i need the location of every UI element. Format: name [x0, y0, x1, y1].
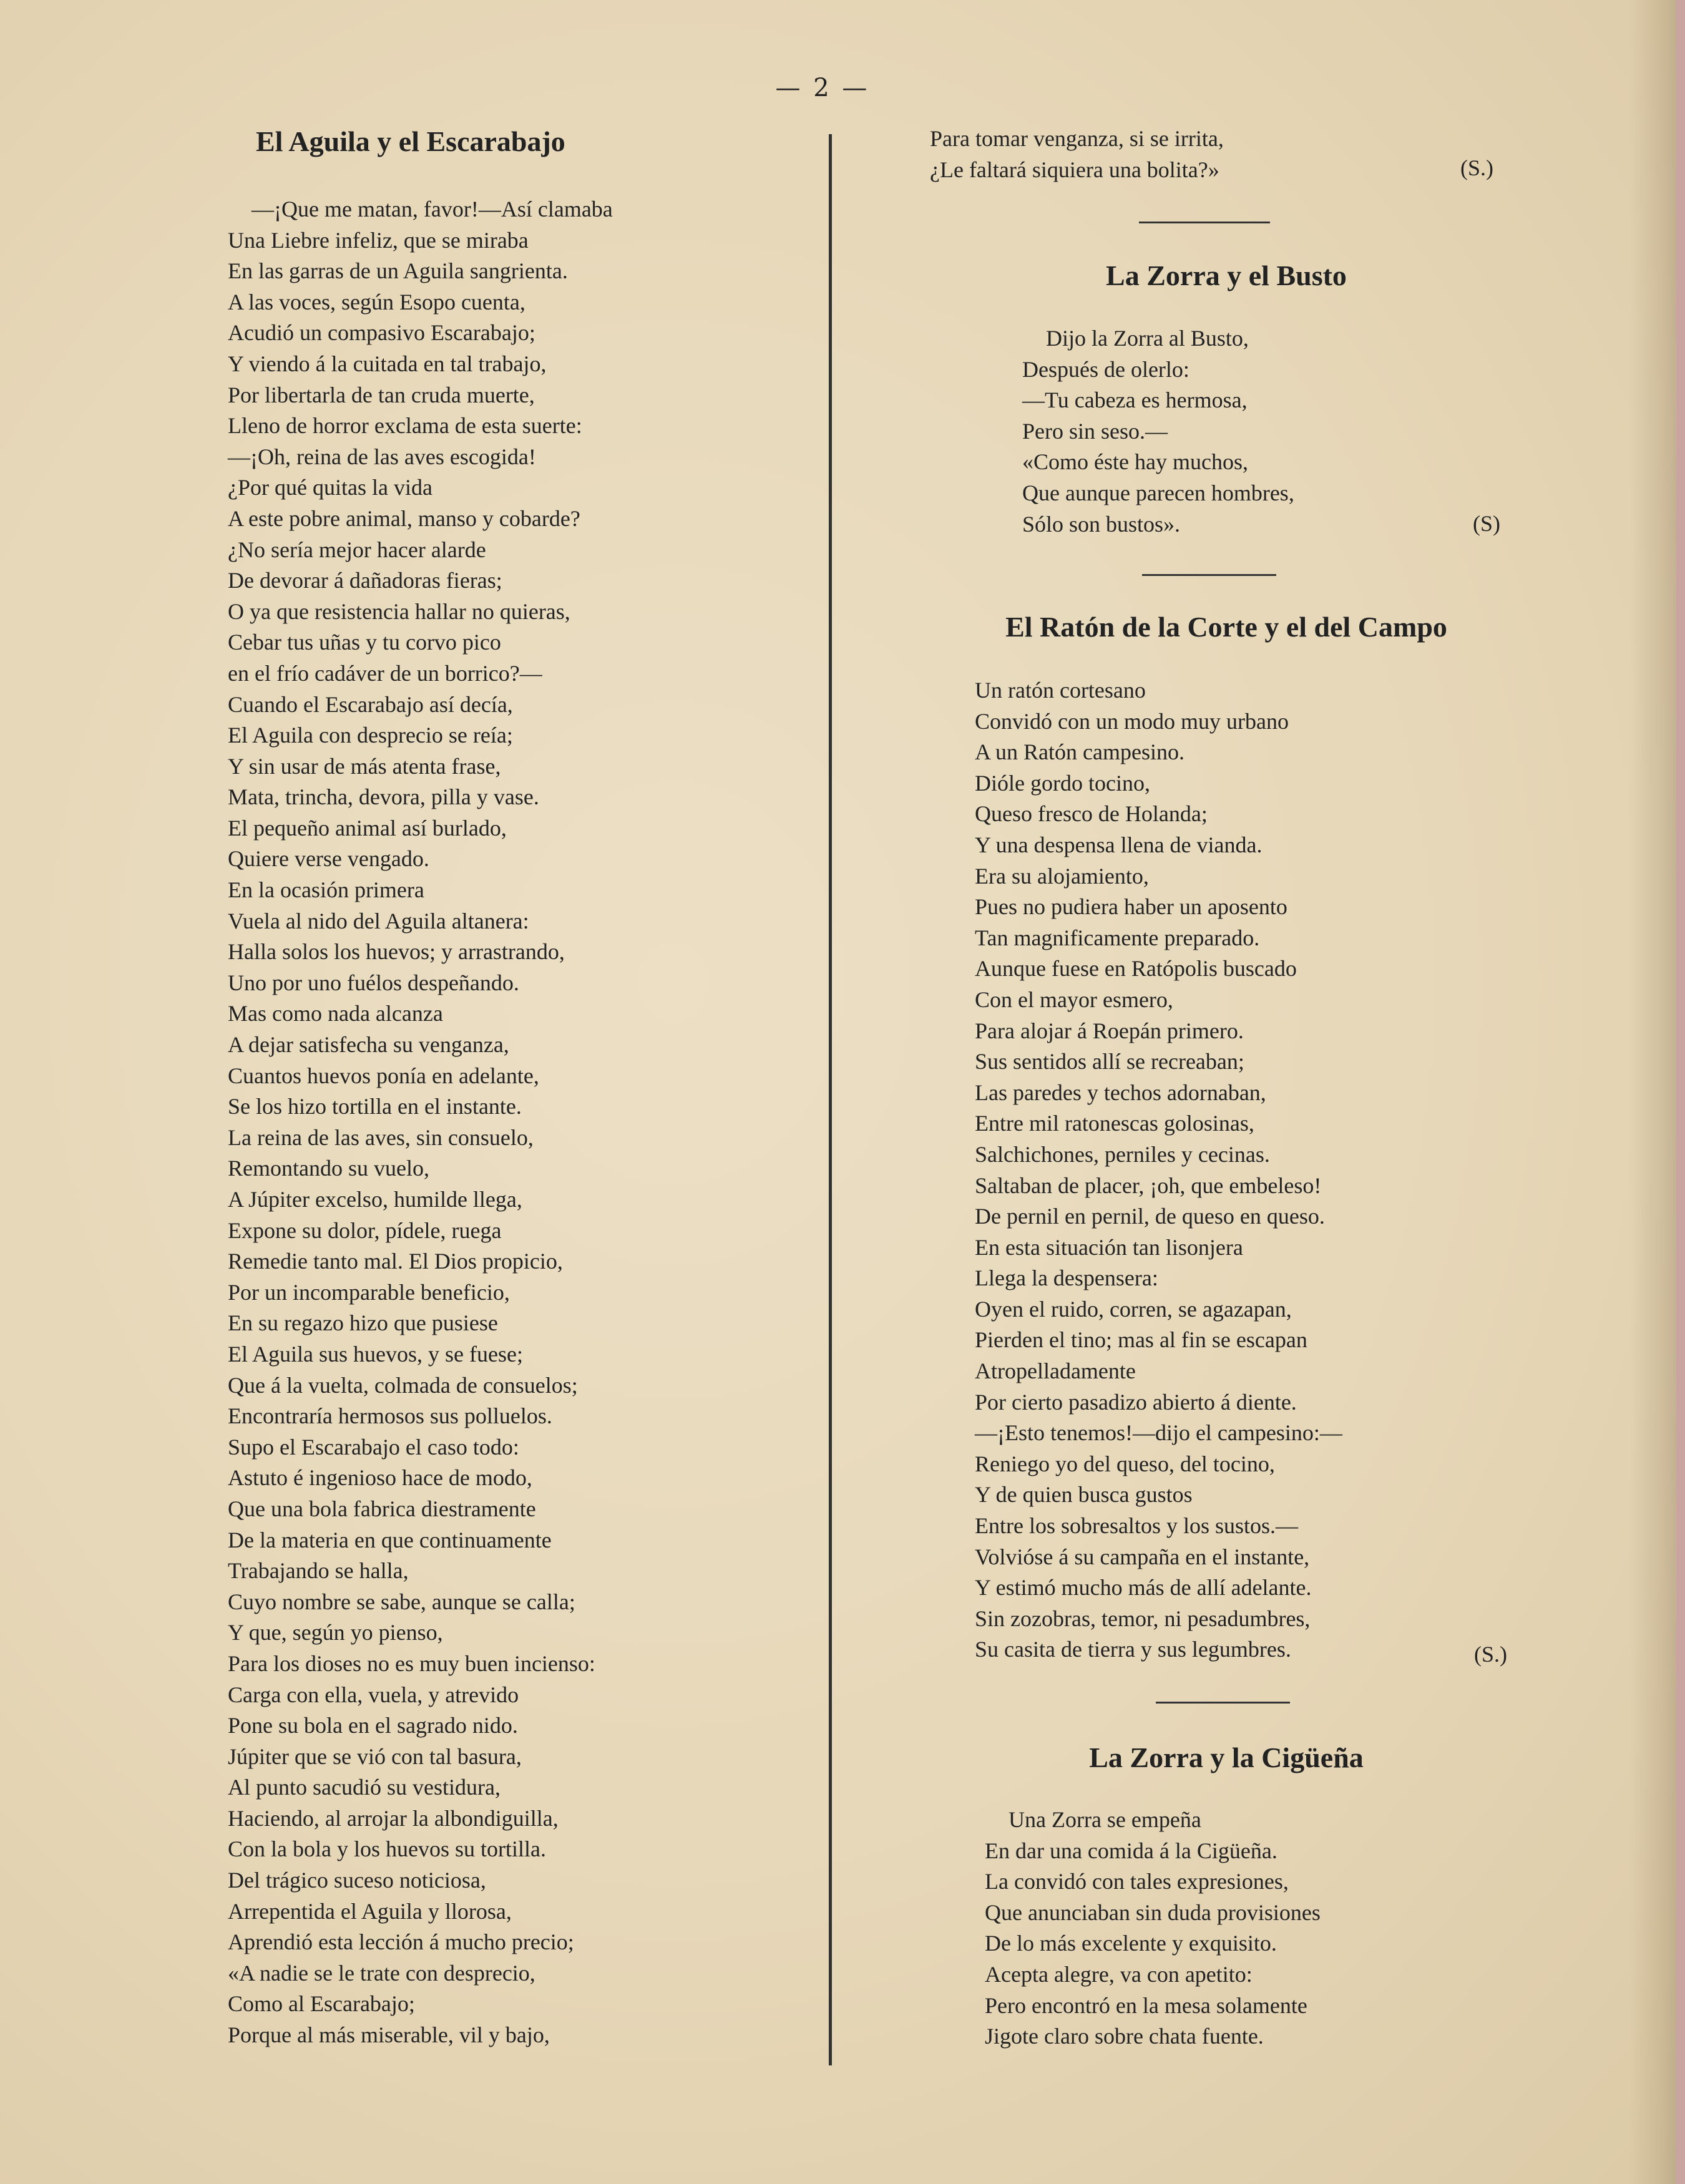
poem-line: Aunque fuese en Ratópolis buscado: [975, 956, 1297, 982]
poem-line: A las voces, según Esopo cuenta,: [228, 289, 525, 314]
fable-text-busto-wrap: [1022, 323, 1459, 540]
fable-text-ciguena: [985, 1805, 1484, 2052]
poem-line: Vuela al nido del Aguila altanera:: [228, 908, 529, 934]
poem-line: Remedie tanto mal. El Dios propicio,: [228, 1249, 563, 1274]
poem-line: Jigote claro sobre chata fuente.: [985, 2024, 1264, 2049]
poem-line: Mas como nada alcanza: [228, 1001, 443, 1026]
poem-line: Al punto sacudió su vestidura,: [228, 1775, 501, 1800]
poem-line: «A nadie se le trate con desprecio,: [228, 1960, 535, 1986]
poem-line: Remontando su vuelo,: [228, 1156, 429, 1181]
poem-line: Y viendo á la cuitada en tal trabajo,: [228, 351, 547, 376]
poem-line: Pero sin seso.—: [1022, 418, 1168, 444]
poem-line: —¡Oh, reina de las aves escogida!: [228, 444, 536, 469]
fable-title-busto: La Zorra y el Busto: [1106, 260, 1347, 291]
poem-line: Entre mil ratonescas golosinas,: [975, 1111, 1254, 1136]
poem-line: Pone su bola en el sagrado nido.: [228, 1713, 518, 1738]
signature-busto: (S): [1473, 511, 1500, 536]
poem-line: Cuantos huevos ponía en adelante,: [228, 1063, 539, 1088]
fable-title-raton: El Ratón de la Corte y el del Campo: [1005, 611, 1447, 643]
poem-line: Como al Escarabajo;: [228, 1991, 415, 2017]
poem-line: Sin zozobras, temor, ni pesadumbres,: [975, 1606, 1311, 1631]
poem-line: De devorar á dañadoras fieras;: [228, 568, 502, 593]
signature-continuation: (S.): [1460, 155, 1493, 180]
poem-line: Haciendo, al arrojar la albondiguilla,: [228, 1805, 559, 1831]
fable-text-busto: [1022, 323, 1459, 540]
poem-line: El pequeño animal así burlado,: [228, 815, 507, 841]
poem-line: Uno por uno fuélos despeñando.: [228, 970, 519, 995]
poem-line: Para tomar venganza, si se irrita,: [930, 126, 1224, 151]
poem-line: Pero encontró en la mesa solamente: [985, 1992, 1307, 2018]
poem-line: Con la bola y los huevos su tortilla.: [228, 1836, 546, 1862]
poem-line: Sólo son bustos».: [1022, 511, 1181, 537]
poem-line: En esta situación tan lisonjera: [975, 1234, 1243, 1260]
poem-line: En su regazo hizo que pusiese: [228, 1310, 498, 1336]
poem-line: Por cierto pasadizo abierto á diente.: [975, 1389, 1297, 1415]
poem-line: Saltaban de placer, ¡oh, que embeleso!: [975, 1172, 1322, 1198]
poem-line: Y una despensa llena de vianda.: [975, 832, 1263, 857]
poem-line: Reniego yo del queso, del tocino,: [975, 1451, 1275, 1476]
poem-line: —¡Esto tenemos!—dijo el campesino:—: [975, 1420, 1342, 1446]
fable-block-raton: [930, 610, 1523, 643]
poem-line: Trabajando se halla,: [228, 1558, 409, 1584]
poem-line: Y sin usar de más atenta frase,: [228, 753, 501, 779]
poem-line: Queso fresco de Holanda;: [975, 801, 1208, 827]
poem-line: ¿Por qué quitas la vida: [228, 475, 432, 500]
poem-line: Que á la vuelta, colmada de consuelos;: [228, 1372, 578, 1398]
poem-line: Por libertarla de tan cruda muerte,: [228, 382, 535, 407]
poem-line: El Aguila con desprecio se reía;: [228, 723, 513, 748]
poem-line: Llega la despensera:: [975, 1265, 1158, 1291]
fable-block-busto: [930, 259, 1523, 292]
poem-line: De lo más excelente y exquisito.: [985, 1931, 1277, 1956]
poem-line: Convidó con un modo muy urbano: [975, 708, 1289, 734]
right-column: [930, 124, 1523, 185]
poem-line: Encontraría hermosos sus polluelos.: [228, 1403, 552, 1429]
poem-line: Una Liebre infeliz, que se miraba: [228, 227, 529, 253]
poem-line: Astuto é ingenioso hace de modo,: [228, 1465, 532, 1491]
poem-line: Cebar tus uñas y tu corvo pico: [228, 630, 501, 655]
red-page-edge: [1676, 0, 1685, 2184]
poem-line: Entre los sobresaltos y los sustos.—: [975, 1513, 1298, 1539]
poem-line: En la ocasión primera: [228, 877, 424, 903]
poem-line: Acudió un compasivo Escarabajo;: [228, 320, 535, 346]
poem-line: De pernil en pernil, de queso en queso.: [975, 1204, 1325, 1229]
poem-line: A este pobre animal, manso y cobarde?: [228, 505, 580, 531]
poem-line: Pues no pudiera haber un aposento: [975, 894, 1287, 920]
separator-rule: [1139, 222, 1270, 223]
poem-line: A un Ratón campesino.: [975, 739, 1184, 765]
poem-line: Pierden el tino; mas al fin se escapan: [975, 1327, 1307, 1353]
poem-line: Cuyo nombre se sabe, aunque se calla;: [228, 1589, 575, 1614]
left-column: [228, 125, 789, 2051]
poem-line: Lleno de horror exclama de esta suerte:: [228, 413, 582, 439]
poem-line: «Como éste hay muchos,: [1022, 449, 1248, 475]
poem-line: Una Zorra se empeña: [1009, 1807, 1201, 1832]
poem-line: Supo el Escarabajo el caso todo:: [228, 1434, 519, 1460]
poem-line: Que anunciaban sin duda provisiones: [985, 1899, 1321, 1925]
poem-line: En dar una comida á la Cigüeña.: [985, 1838, 1277, 1863]
poem-line: Y que, según yo pienso,: [228, 1620, 443, 1645]
poem-line: Cuando el Escarabajo así decía,: [228, 691, 513, 717]
poem-line: De la materia en que continuamente: [228, 1527, 552, 1553]
poem-line: Era su alojamiento,: [975, 863, 1149, 889]
poem-line: Carga con ella, vuela, y atrevido: [228, 1682, 519, 1707]
poem-line: Y estimó mucho más de allí adelante.: [975, 1575, 1312, 1601]
poem-line: Y de quien busca gustos: [975, 1482, 1193, 1508]
poem-line: en el frío cadáver de un borrico?—: [228, 660, 542, 686]
poem-line: A dejar satisfecha su venganza,: [228, 1032, 509, 1058]
fable-text-raton-wrap: [975, 675, 1474, 1665]
poem-line: Con el mayor esmero,: [975, 987, 1173, 1012]
poem-line: Mata, trincha, devora, pilla y vase.: [228, 784, 539, 810]
separator-rule: [1142, 574, 1276, 576]
poem-line: ¿Le faltará siquiera una bolita?»: [930, 157, 1219, 182]
poem-line: A Júpiter excelso, humilde llega,: [228, 1187, 522, 1212]
poem-line: Aprendió esta lección á mucho precio;: [228, 1929, 574, 1955]
poem-line: Arrepentida el Aguila y llorosa,: [228, 1898, 512, 1924]
poem-line: Halla solos los huevos; y arrastrando,: [228, 939, 565, 965]
poem-line: Que aunque parecen hombres,: [1022, 480, 1294, 505]
poem-line: Las paredes y techos adornaban,: [975, 1080, 1266, 1105]
poem-line: La convidó con tales expresiones,: [985, 1869, 1289, 1894]
poem-line: Para alojar á Roepán primero.: [975, 1018, 1244, 1043]
poem-line: En las garras de un Aguila sangrienta.: [228, 258, 568, 284]
fable-title-ciguena: La Zorra y la Cigüeña: [1089, 1742, 1364, 1773]
signature-raton: (S.): [1474, 1642, 1507, 1667]
fable-block-ciguena: [930, 1741, 1523, 1774]
column-divider: [829, 134, 832, 2065]
fable-text-continuation: [930, 124, 1523, 185]
poem-line: Su casita de tierra y sus legumbres.: [975, 1637, 1291, 1662]
poem-line: Salchichones, perniles y cecinas.: [975, 1141, 1270, 1167]
fable-title-aguila: El Aguila y el Escarabajo: [256, 125, 565, 157]
poem-line: Del trágico suceso noticiosa,: [228, 1868, 486, 1893]
poem-line: El Aguila sus huevos, y se fuese;: [228, 1341, 523, 1367]
poem-line: Se los hizo tortilla en el instante.: [228, 1094, 522, 1119]
poem-line: Por un incomparable beneficio,: [228, 1279, 510, 1305]
poem-line: Sus sentidos allí se recreaban;: [975, 1049, 1244, 1075]
poem-line: La reina de las aves, sin consuelo,: [228, 1124, 534, 1150]
poem-line: Volvióse á su campaña en el instante,: [975, 1544, 1310, 1569]
poem-line: Porque al más miserable, vil y bajo,: [228, 2022, 550, 2048]
poem-line: Atropelladamente: [975, 1358, 1136, 1384]
separator-rule: [1156, 1702, 1290, 1704]
poem-line: Dióle gordo tocino,: [975, 770, 1150, 796]
poem-line: —¡Que me matan, favor!—Así clamaba: [252, 197, 613, 222]
poem-line: —Tu cabeza es hermosa,: [1022, 388, 1248, 413]
poem-line: Quiere verse vengado.: [228, 846, 429, 872]
page-number: — 2 —: [775, 74, 870, 102]
poem-line: Un ratón cortesano: [975, 678, 1146, 703]
fable-text-ciguena-wrap: [985, 1805, 1484, 2052]
poem-line: Para los dioses no es muy buen incienso:: [228, 1650, 595, 1676]
poem-line: Expone su dolor, pídele, ruega: [228, 1217, 502, 1243]
poem-line: Después de olerlo:: [1022, 356, 1189, 382]
poem-line: Tan magnificamente preparado.: [975, 925, 1260, 950]
poem-line: O ya que resistencia hallar no quieras,: [228, 598, 570, 624]
poem-line: Dijo la Zorra al Busto,: [1046, 326, 1249, 351]
poem-line: Oyen el ruido, corren, se agazapan,: [975, 1296, 1292, 1322]
poem-line: Que una bola fabrica diestramente: [228, 1496, 536, 1521]
fable-text-raton: [975, 675, 1474, 1665]
fable-text-aguila: [228, 194, 789, 2051]
poem-line: Júpiter que se vió con tal basura,: [228, 1743, 522, 1769]
poem-line: Acepta alegre, va con apetito:: [985, 1961, 1253, 1987]
poem-line: ¿No sería mejor hacer alarde: [228, 537, 486, 562]
